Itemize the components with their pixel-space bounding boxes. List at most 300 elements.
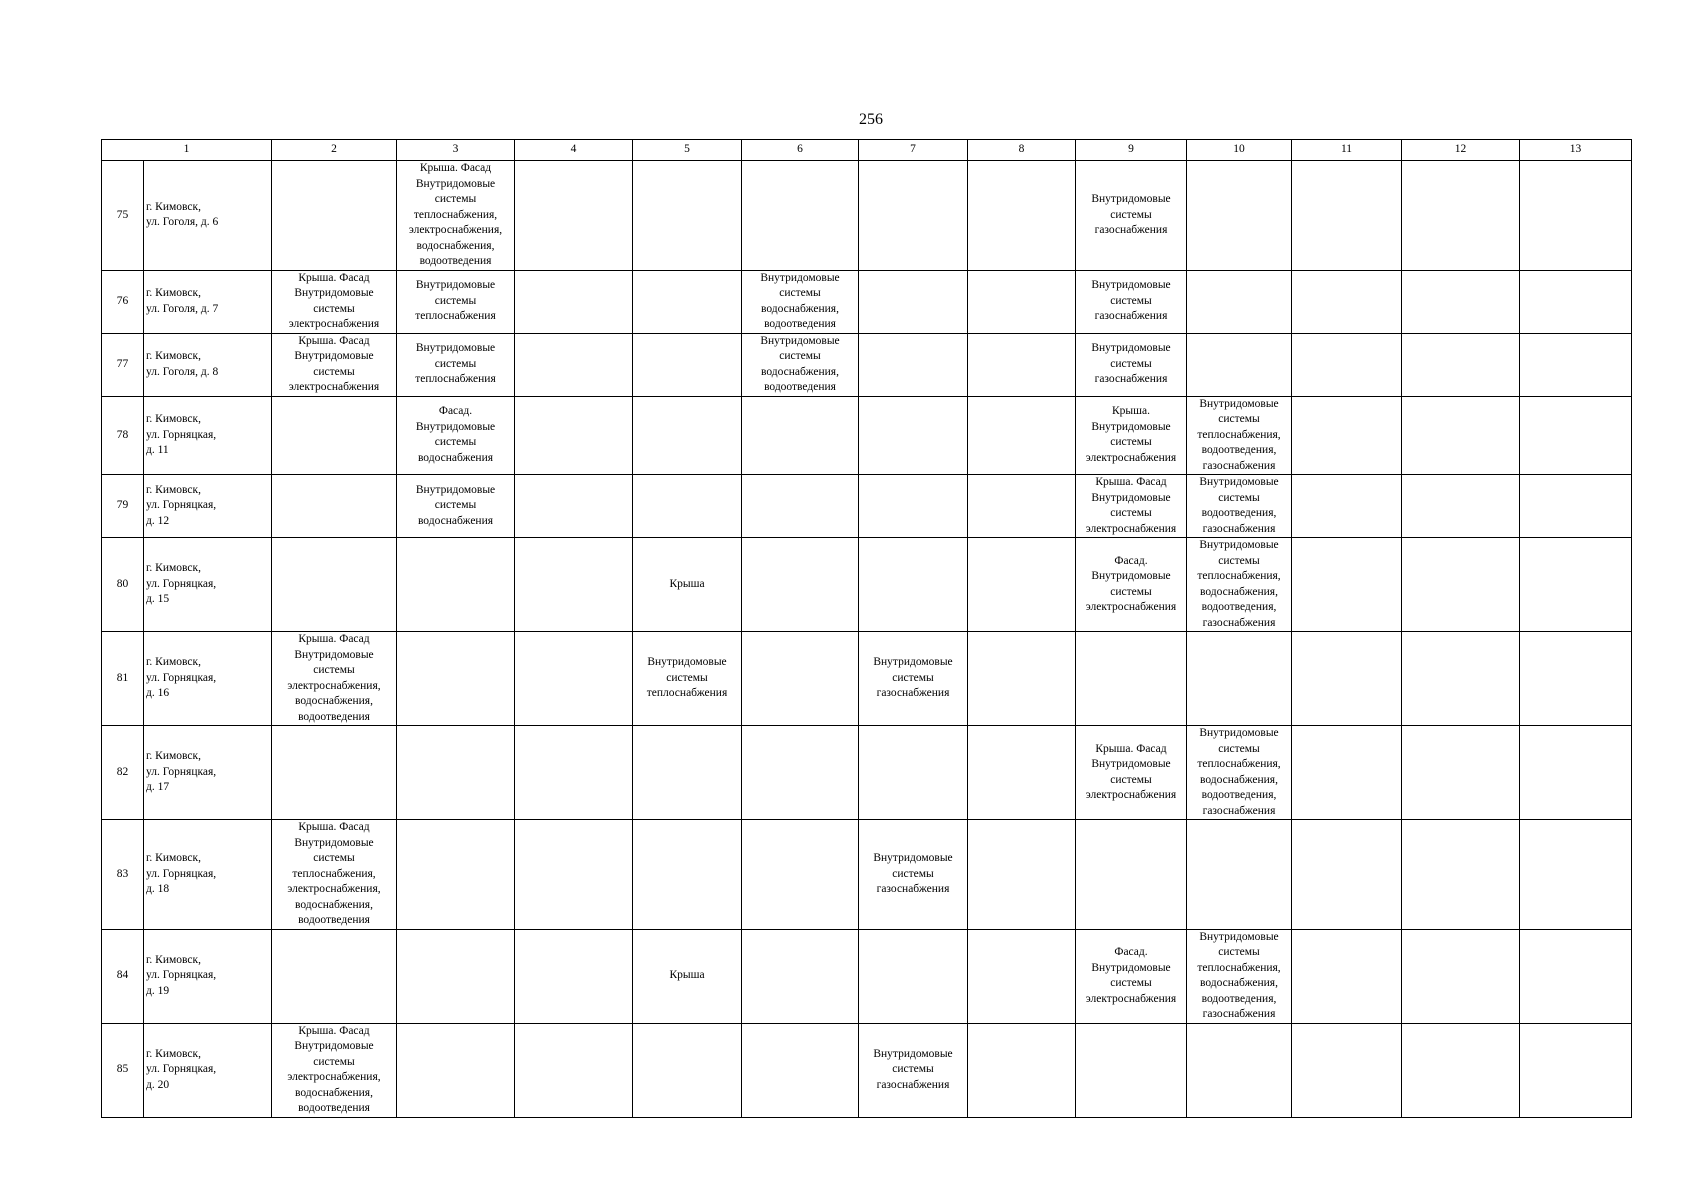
cell-line: д. 20 [146,1078,170,1091]
address-cell [144,820,272,930]
cell-col-6 [742,333,859,396]
cell-line: Внутридомовые [1091,193,1171,205]
cell-line: системы [892,1063,934,1076]
cell-col-12 [1402,161,1520,271]
row-number: 78 [102,396,144,475]
table-row [102,333,1632,396]
cell-col-8 [968,1023,1076,1117]
cell-line: Крыша [669,969,705,982]
cell-col-3 [397,538,515,632]
cell-line: д. 19 [146,984,170,997]
cell-line: водоотведения [764,381,836,393]
cell-line: г. Кимовск, [146,852,201,864]
cell-line: ул. Горняцкая, [146,765,217,778]
cell-col-7 [859,270,968,333]
table-row [102,929,1632,1023]
cell-text [146,483,271,530]
cell-col-11 [1292,270,1402,333]
cell-line: теплоснабжения, [1197,758,1281,770]
cell-line: водоотведения [419,255,492,267]
cell-col-11 [1292,475,1402,538]
cell-text [397,404,514,466]
cell-line: водоснабжения, [1200,585,1278,598]
table-row [102,632,1632,726]
cell-line: водоотведения [298,710,370,723]
cell-text [633,577,741,593]
cell-col-5 [633,333,742,396]
cell-col-6 [742,538,859,632]
cell-text [1187,930,1291,1023]
cell-text [397,341,514,388]
cell-col-3 [397,929,515,1023]
cell-col-2 [272,475,397,538]
cell-col-5 [633,820,742,930]
cell-text [146,851,271,898]
cell-col-3 [397,333,515,396]
cell-col-2 [272,538,397,632]
cell-line: системы [313,1055,355,1068]
cell-line: водоснабжения, [1200,773,1278,786]
address-cell [144,475,272,538]
cell-col-8 [968,161,1076,271]
cell-line: Внутридомовые [294,350,374,362]
cell-line: газоснабжения [1202,616,1276,629]
cell-col-5 [633,726,742,820]
column-header-5: 5 [633,140,742,161]
cell-line: электроснабжения [1085,789,1177,801]
cell-col-6 [742,475,859,538]
cell-col-3 [397,475,515,538]
address-cell [144,270,272,333]
cell-line: теплоснабжения, [1197,570,1281,582]
cell-col-10 [1187,333,1292,396]
cell-line: Крыша. Фасад [298,821,370,833]
cell-col-6 [742,396,859,475]
cell-line: Внутридомовые [294,836,374,849]
header-row [102,140,1632,161]
row-number: 79 [102,475,144,538]
cell-col-13 [1520,161,1632,271]
address-cell [144,929,272,1023]
cell-line: д. 18 [146,883,170,895]
cell-line: системы [892,671,934,684]
cell-line: системы [666,671,708,684]
column-header-9: 9 [1076,140,1187,161]
row-number: 80 [102,538,144,632]
cell-col-4 [515,726,633,820]
cell-col-3 [397,270,515,333]
cell-line: системы [1218,491,1260,504]
cell-text [1076,192,1186,239]
cell-line: Внутридомовые [1091,961,1171,974]
cell-line: ул. Гоголя, д. 7 [146,302,219,315]
address-cell [144,396,272,475]
cell-col-12 [1402,726,1520,820]
cell-line: д. 16 [146,687,170,700]
column-header-7: 7 [859,140,968,161]
cell-line: системы [1218,742,1260,755]
cell-line: г. Кимовск, [146,350,201,362]
cell-text [859,1047,967,1094]
cell-line: Крыша. Фасад [419,162,492,174]
cell-line: теплоснабжения [415,373,496,386]
cell-col-9 [1076,333,1187,396]
table-row [102,726,1632,820]
cell-line: газоснабжения [1202,522,1276,535]
row-number: 76 [102,270,144,333]
cell-col-13 [1520,1023,1632,1117]
cell-line: водоотведения, [1201,507,1277,519]
cell-line: электроснабжения, [287,1071,381,1083]
cell-line: системы [779,350,821,362]
row-number: 81 [102,632,144,726]
address-cell [144,726,272,820]
cell-line: Внутридомовые [1091,420,1171,433]
address-cell [144,1023,272,1117]
cell-line: электроснабжения, [408,224,503,236]
cell-col-10 [1187,820,1292,930]
cell-col-2 [272,270,397,333]
cell-line: системы [313,365,355,378]
cell-col-3 [397,820,515,930]
cell-line: газоснабжения [876,1078,950,1091]
cell-line: системы [892,867,934,880]
cell-line: ул. Горняцкая, [146,671,217,684]
cell-line: теплоснабжения [415,310,496,323]
cell-line: системы [1218,554,1260,567]
cell-line: теплоснабжения, [292,867,376,880]
cell-col-4 [515,820,633,930]
cell-col-3 [397,632,515,726]
cell-line: системы [1110,294,1152,307]
cell-col-9 [1076,161,1187,271]
cell-line: Внутридомовые [873,852,953,864]
cell-col-13 [1520,820,1632,930]
cell-col-9 [1076,475,1187,538]
cell-line: системы [434,436,477,449]
cell-text [633,655,741,702]
cell-line: системы [313,664,355,676]
cell-line: г. Кимовск, [146,656,201,669]
cell-text [1076,475,1186,537]
cell-text [146,1047,271,1094]
cell-line: Внутридомовые [294,648,374,661]
cell-line: Внутридомовые [415,483,496,496]
cell-col-12 [1402,820,1520,930]
cell-line: Внутридомовые [415,279,496,292]
cell-line: газоснабжения [876,687,950,700]
cell-line: водоснабжения, [295,1086,373,1099]
cell-line: электроснабжения [1085,601,1177,613]
table-row [102,270,1632,333]
cell-text [146,200,271,231]
cell-col-10 [1187,396,1292,475]
row-number: 84 [102,929,144,1023]
cell-line: Крыша. Фасад [1095,742,1167,755]
cell-line: системы [1218,413,1260,425]
cell-col-3 [397,726,515,820]
cell-text [272,820,396,929]
cell-text [272,271,396,333]
cell-col-11 [1292,161,1402,271]
column-header-2: 2 [272,140,397,161]
cell-col-11 [1292,333,1402,396]
cell-col-11 [1292,1023,1402,1117]
cell-col-4 [515,270,633,333]
cell-line: теплоснабжения, [1197,961,1281,974]
cell-line: Крыша. Фасад [298,633,370,645]
table-row [102,1023,1632,1117]
cell-line: газоснабжения [1094,224,1168,236]
cell-col-7 [859,726,968,820]
cell-col-7 [859,333,968,396]
cell-col-13 [1520,333,1632,396]
cell-col-5 [633,538,742,632]
cell-col-4 [515,538,633,632]
cell-text [1076,278,1186,325]
cell-text [1076,554,1186,616]
cell-line: Внутридомовые [294,1040,374,1052]
cell-text [272,632,396,725]
cell-text [1076,945,1186,1007]
cell-line: Внутридомовые [647,656,727,669]
cell-line: Крыша. Фасад [298,1024,370,1037]
cell-text [272,1024,396,1117]
cell-line: газоснабжения [1094,373,1168,386]
cell-line: теплоснабжения, [413,208,498,221]
cell-text [859,655,967,702]
cell-line: системы [779,287,821,299]
table-row [102,820,1632,930]
cell-col-12 [1402,270,1520,333]
repair-schedule-table [101,139,1632,1118]
cell-line: электроснабжения [288,318,380,330]
cell-line: Внутридомовые [760,271,840,284]
address-cell [144,161,272,271]
cell-line: Внутридомовые [873,656,953,669]
cell-line: водоотведения [298,914,370,926]
cell-col-8 [968,396,1076,475]
cell-line: газоснабжения [1202,1008,1276,1020]
cell-line: электроснабжения, [287,679,381,692]
cell-line: Крыша. Фасад [1095,476,1167,488]
cell-line: г. Кимовск, [146,413,201,425]
cell-col-4 [515,396,633,475]
cell-line: Внутридомовые [415,342,496,355]
cell-line: системы [1110,585,1152,598]
cell-col-7 [859,820,968,930]
cell-line: Внутридомовые [1091,342,1171,355]
cell-line: водоснабжения [417,451,494,464]
cell-line: системы [313,852,355,864]
cell-line: системы [434,294,477,307]
cell-col-7 [859,475,968,538]
cell-col-7 [859,1023,968,1117]
cell-col-2 [272,820,397,930]
cell-col-6 [742,820,859,930]
cell-col-11 [1292,396,1402,475]
cell-col-12 [1402,333,1520,396]
cell-line: водоснабжения, [295,695,373,707]
cell-line: электроснабжения [1085,451,1177,464]
cell-col-13 [1520,538,1632,632]
page-number: 256 [859,111,883,128]
cell-line: системы [434,499,477,512]
cell-line: газоснабжения [1202,459,1276,472]
cell-line: водоснабжения, [761,365,839,378]
cell-col-10 [1187,161,1292,271]
cell-line: газоснабжения [876,883,950,895]
cell-text [146,749,271,796]
cell-text [1076,341,1186,388]
cell-col-9 [1076,270,1187,333]
cell-col-3 [397,396,515,475]
cell-col-2 [272,396,397,475]
cell-line: водоснабжения, [761,302,839,315]
cell-text [1076,404,1186,466]
cell-text [146,286,271,317]
cell-col-13 [1520,270,1632,333]
column-header-8: 8 [968,140,1076,161]
cell-col-4 [515,333,633,396]
cell-line: г. Кимовск, [146,562,201,575]
row-number: 77 [102,333,144,396]
table-row [102,161,1632,271]
cell-line: г. Кимовск, [146,287,201,299]
cell-col-9 [1076,1023,1187,1117]
address-cell [144,333,272,396]
cell-line: г. Кимовск, [146,200,201,213]
cell-line: г. Кимовск, [146,750,201,763]
cell-line: Внутридомовые [1199,539,1279,551]
cell-col-6 [742,929,859,1023]
cell-col-11 [1292,929,1402,1023]
cell-col-6 [742,161,859,271]
cell-text [146,953,271,1000]
cell-text [146,655,271,702]
row-number: 82 [102,726,144,820]
cell-line: Внутридомовые [294,287,374,299]
cell-line: водоснабжения [417,514,494,527]
cell-col-10 [1187,632,1292,726]
cell-line: д. 11 [146,444,169,456]
cell-line: системы [1110,977,1152,989]
cell-col-5 [633,929,742,1023]
cell-line: Внутридомовые [873,1047,953,1060]
cell-line: системы [313,302,355,315]
cell-col-8 [968,632,1076,726]
cell-text [146,349,271,380]
cell-col-9 [1076,929,1187,1023]
cell-col-12 [1402,396,1520,475]
cell-col-9 [1076,632,1187,726]
cell-line: Фасад. [1114,946,1148,958]
cell-line: Внутридомовые [1199,397,1279,410]
cell-col-5 [633,161,742,271]
cell-line: д. 12 [146,514,170,527]
cell-col-8 [968,333,1076,396]
cell-line: системы [1110,208,1152,221]
cell-col-8 [968,726,1076,820]
cell-col-11 [1292,726,1402,820]
cell-col-8 [968,538,1076,632]
cell-col-13 [1520,929,1632,1023]
table-row [102,538,1632,632]
cell-text [1187,726,1291,819]
cell-col-13 [1520,726,1632,820]
cell-col-8 [968,929,1076,1023]
cell-col-13 [1520,632,1632,726]
cell-col-9 [1076,396,1187,475]
cell-line: Внутридомовые [1091,491,1171,504]
cell-col-7 [859,396,968,475]
cell-line: Крыша. [1112,405,1150,418]
cell-text [272,334,396,396]
column-header-13: 13 [1520,140,1632,161]
cell-col-12 [1402,538,1520,632]
cell-col-4 [515,929,633,1023]
cell-text [1187,397,1291,475]
cell-col-4 [515,1023,633,1117]
cell-text [1187,475,1291,537]
cell-line: ул. Горняцкая, [146,867,217,880]
cell-line: системы [434,357,477,370]
cell-text [1187,538,1291,631]
cell-col-9 [1076,726,1187,820]
column-header-1: 1 [102,140,272,161]
cell-col-6 [742,726,859,820]
cell-line: водоотведения, [1201,444,1277,456]
table-row [102,475,1632,538]
cell-col-7 [859,161,968,271]
cell-col-5 [633,396,742,475]
cell-col-2 [272,929,397,1023]
cell-col-4 [515,475,633,538]
cell-col-8 [968,820,1076,930]
cell-col-2 [272,1023,397,1117]
cell-line: газоснабжения [1202,804,1276,817]
row-number: 83 [102,820,144,930]
cell-text [742,271,858,333]
cell-col-12 [1402,475,1520,538]
cell-line: электроснабжения [288,381,380,393]
cell-line: системы [1110,507,1152,519]
cell-text [742,334,858,396]
column-header-10: 10 [1187,140,1292,161]
column-header-3: 3 [397,140,515,161]
cell-line: системы [1218,946,1260,958]
column-header-6: 6 [742,140,859,161]
cell-col-10 [1187,270,1292,333]
column-header-12: 12 [1402,140,1520,161]
cell-col-9 [1076,820,1187,930]
cell-col-9 [1076,538,1187,632]
address-cell [144,538,272,632]
cell-line: д. 15 [146,593,170,606]
cell-line: системы [1110,436,1152,449]
cell-col-6 [742,1023,859,1117]
cell-text [633,968,741,984]
cell-line: д. 17 [146,781,170,794]
cell-line: Внутридомовые [1199,476,1279,488]
cell-line: электроснабжения, [287,883,381,895]
cell-col-5 [633,270,742,333]
cell-line: водоотведения, [1201,601,1277,613]
cell-col-2 [272,632,397,726]
cell-line: теплоснабжения [646,687,728,700]
cell-line: Крыша. Фасад [298,271,370,284]
cell-line: водоотведения, [1201,789,1277,801]
